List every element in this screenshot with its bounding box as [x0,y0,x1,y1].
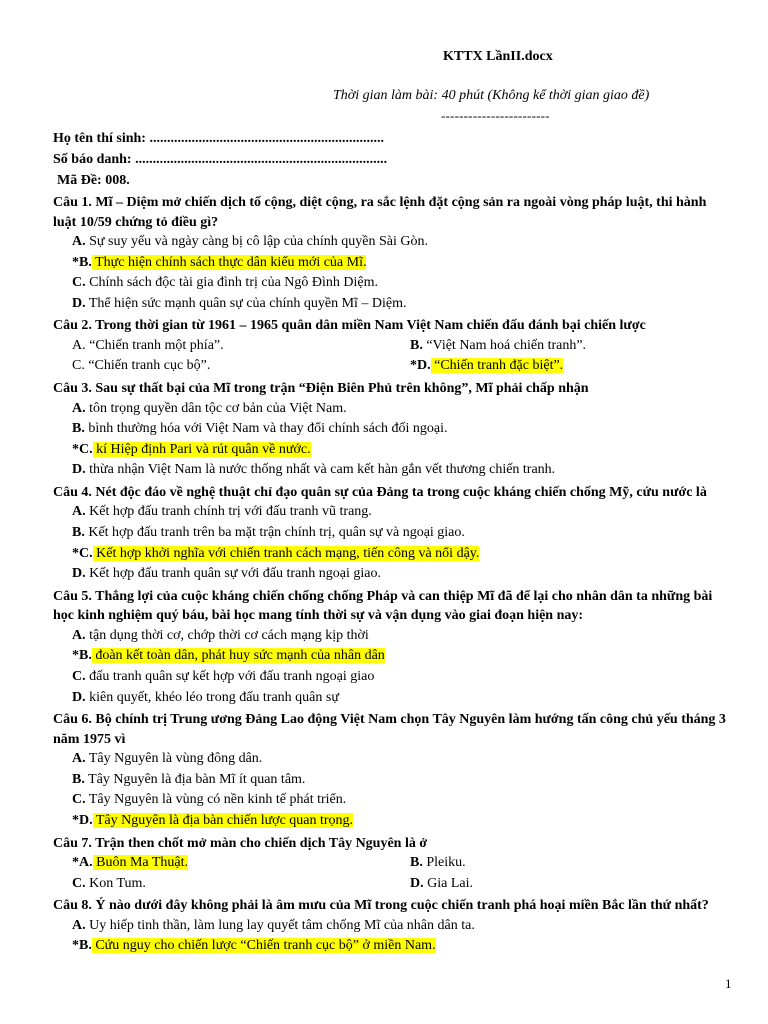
option-letter: B. [410,855,423,871]
question-8: Câu 8. Ý nào dưới đây không phải là âm mưu của Mĩ trong cuộc chiến tranh phá hoại miền Bắc lần thứ nhất? [53,898,709,914]
option-text-highlighted: Thực hiện chính sách thực dân kiểu mới của Mĩ. [91,254,367,270]
option-letter: D. [410,875,424,891]
option-text: kiên quyết, khéo léo trong đấu tranh quân sự [85,689,339,705]
option-letter: *D. [410,358,431,374]
option-letter: A. [72,400,86,416]
option-letter: *C. [72,545,93,561]
q2-option-b [410,336,733,357]
q4-option-d [53,564,733,585]
q2-options-row-1 [53,336,733,357]
document-title: KTTX LầnII.docx [443,49,553,64]
option-text: Chính sách độc tài gia đình trị của Ngô Đình Diệm. [85,275,379,291]
q3-option-d [53,460,733,481]
option-letter: A. [72,917,86,933]
option-letter: C. [72,792,86,808]
q2-option-d [410,356,733,377]
question-5: Câu 5. Thắng lợi của cuộc kháng chiến chống chống Pháp và can thiệp Mĩ đã để lại cho nhân dân ta những bài học kinh nghiệm quý báu, bài học mang tính thời sự và vận dụng vào giai đoạn hiện nay: [53,588,713,624]
q3-option-c [53,440,733,461]
option-text: Tây Nguyên là vùng đông dân. [85,751,263,767]
separator-line: ------------------------ [441,108,550,123]
q7-options-row-2 [53,874,733,895]
question-4: Câu 4. Nét độc đáo về nghệ thuật chỉ đạo quân sự của Đảng ta trong cuộc kháng chiến chống Mỹ, cứu nước là [53,484,707,500]
option-text: thừa nhận Việt Nam là nước thống nhất và cam kết hàn gắn vết thương chiến tranh. [85,462,556,478]
question-1: Câu 1. Mĩ – Diệm mở chiến dịch tố cộng, diệt cộng, ra sắc lệnh đặt cộng sản ra ngoài vòng pháp luật, thi hành luật 10/59 chứng tỏ điều gì? [53,195,707,230]
option-letter: D. [72,566,86,582]
q6-option-b [53,770,733,791]
q4-option-c [53,544,733,565]
option-text: Uy hiếp tinh thần, làm lung lay quyết tâm chống Mĩ của nhân dân ta. [85,917,475,933]
option-letter: C. [72,875,86,891]
option-letter: B. [72,525,85,541]
option-letter: D. [72,689,86,705]
option-text: bình thường hóa với Việt Nam và thay đổi chính sách đối ngoại. [84,421,448,437]
q3-option-b [53,419,733,440]
option-letter: B. [72,421,85,437]
option-text: tận dụng thời cơ, chớp thời cơ cách mạng kịp thời [85,627,369,643]
option-text: đấu tranh quân sự kết hợp với đấu tranh ngoại giao [85,669,375,684]
option-text: Kết hợp đấu tranh quân sự với đấu tranh ngoại giao. [85,566,381,582]
option-text-highlighted: kí Hiệp định Pari và rút quân về nước. [92,441,311,457]
option-text: “Việt Nam hoá chiến tranh”. [422,337,587,353]
option-letter: *A. [72,855,93,871]
candidate-id-line: Số báo danh: ........................................................................ [53,152,388,167]
q5-option-b [53,646,733,667]
q4-option-b [53,523,733,544]
q6-option-a [53,749,733,770]
option-text: Tây Nguyên là địa bàn Mĩ ít quan tâm. [84,771,306,787]
option-letter: D. [72,462,86,478]
option-letter: A. [72,751,86,767]
option-text-highlighted: Cứu nguy cho chiến lược “Chiến tranh cục bộ” ở miền Nam. [91,938,436,954]
q4-option-a [53,502,733,523]
option-text: Kết hợp đấu tranh chính trị với đấu tranh vũ trang. [85,504,372,520]
q7-option-c [53,874,410,895]
q7-option-d [410,874,733,895]
q1-option-c [53,273,733,294]
q2-option-a: A. “Chiến tranh một phía”. [72,337,224,353]
option-letter: C. [72,275,86,291]
option-letter: *B. [72,648,92,664]
option-letter: *C. [72,441,93,457]
option-letter: B. [410,337,423,353]
q7-options-row-1 [53,853,733,874]
q1-option-b [53,253,733,274]
option-text-highlighted: đoàn kết toàn dân, phát huy sức mạnh của nhân dân [91,648,385,664]
q8-option-a [53,916,733,937]
option-text: Kon Tum. [85,875,146,891]
option-text-highlighted: Tây Nguyên là địa bàn chiến lược quan trọng. [92,812,354,828]
exam-time-note: Thời gian làm bài: 40 phút (Không kể thời gian giao đề) [333,88,650,103]
q5-option-c [53,667,733,688]
option-letter: A. [72,627,86,643]
q5-option-d [53,688,733,709]
option-text: Pleiku. [422,855,466,871]
option-text: Kết hợp đấu tranh trên ba mặt trận chính trị, quân sự và ngoại giao. [84,525,465,541]
q1-option-d [53,294,733,315]
question-7: Câu 7. Trận then chốt mở màn cho chiến dịch Tây Nguyên là ở [53,835,428,851]
candidate-name-line: Họ tên thí sinh: ................................................................... [53,131,384,146]
option-text: Sự suy yếu và ngày càng bị cô lập của chính quyền Sài Gòn. [85,234,428,249]
question-6: Câu 6. Bộ chính trị Trung ương Đảng Lao động Việt Nam chọn Tây Nguyên làm hướng tấn công chủ yếu tháng 3 năm 1975 vì [53,712,726,747]
question-2: Câu 2. Trong thời gian từ 1961 – 1965 quân dân miền Nam Việt Nam chiến đấu đánh bại chiến lược [53,318,646,334]
option-letter: D. [72,295,86,311]
question-3: Câu 3. Sau sự thất bại của Mĩ trong trận “Điện Biên Phủ trên không”, Mĩ phải chấp nhận [53,381,589,397]
option-letter: A. [72,504,86,520]
option-text-highlighted: “Chiến tranh đặc biệt”. [430,358,564,374]
q6-option-c [53,790,733,811]
q7-option-b [410,853,733,874]
option-letter: A. [72,234,86,249]
q5-option-a [53,626,733,647]
q1-option-a [53,232,733,253]
option-letter: *B. [72,938,92,954]
q2-option-c: C. “Chiến tranh cục bộ”. [72,358,211,374]
option-text: Thể hiện sức mạnh quân sự của chính quyền Mĩ – Diệm. [85,295,407,311]
exam-code-line: Mã Đề: 008. [57,173,130,188]
option-text: Tây Nguyên là vùng có nền kinh tế phát triển. [85,792,347,808]
option-letter: B. [72,771,85,787]
q6-option-d [53,811,733,832]
option-text: Gia Lai. [423,875,473,891]
page-number: 1 [725,976,732,991]
question-list [53,191,733,957]
option-letter: *D. [72,812,93,828]
option-letter: *B. [72,254,92,270]
q3-option-a [53,399,733,420]
option-text-highlighted: Kết hợp khởi nghĩa với chiến tranh cách mạng, tiến công và nổi dậy. [92,545,480,561]
option-text: tôn trọng quyền dân tộc cơ bản của Việt Nam. [85,400,347,416]
option-letter: C. [72,669,86,684]
option-text-highlighted: Buôn Ma Thuật. [92,855,189,871]
q7-option-a [53,853,410,874]
q8-option-b [53,936,733,957]
q2-options-row-2 [53,356,733,377]
